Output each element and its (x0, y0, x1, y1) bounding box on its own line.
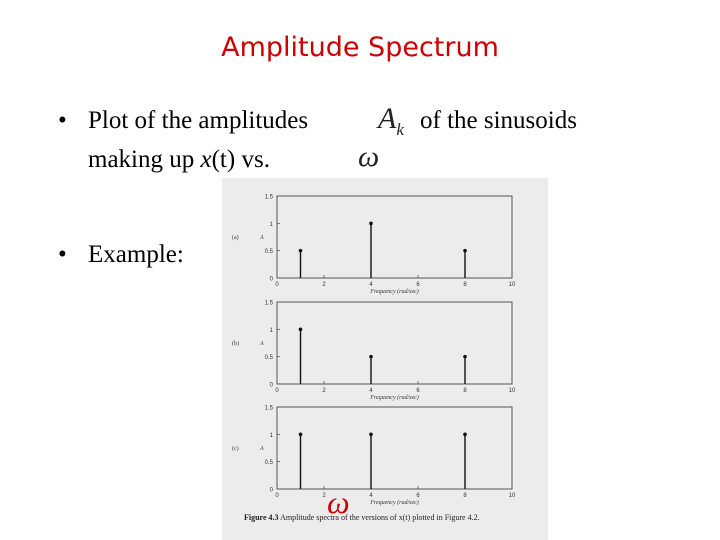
caption-label: Figure 4.3 (244, 513, 279, 522)
x-tick-label: 0 (275, 388, 279, 394)
bullet-text-line1-end (420, 104, 577, 138)
y-tick-label: 0 (269, 276, 273, 283)
y-tick-label: 0 (269, 382, 273, 389)
y-tick-label: 1 (269, 221, 273, 228)
y-tick-label: 1 (269, 327, 273, 334)
panel-label: (a) (232, 235, 239, 241)
plot-frame (277, 302, 512, 384)
y-tick-label: 1 (269, 432, 273, 439)
omega-axis-annotation: ω (327, 484, 350, 520)
y-tick-label: 1.5 (264, 300, 273, 307)
x-tick-label: 10 (508, 493, 516, 499)
x-tick-label: 10 (508, 282, 516, 288)
spectrum-figure-image (222, 178, 548, 540)
math-k-subscript: k (396, 120, 404, 139)
vs-text: vs. (241, 146, 270, 173)
spectrum-point (463, 433, 467, 437)
plot-frame (277, 407, 512, 489)
spectrum-point (369, 355, 373, 359)
bullet-dot: • (58, 241, 67, 268)
x-tick-label: 8 (463, 282, 467, 288)
x-tick-label: 4 (369, 388, 373, 394)
caption-text: Amplitude spectra of the versions of x(t) plotted in Figure 4.2. (280, 513, 480, 522)
x-tick-label: 2 (322, 493, 326, 499)
spectrum-point (463, 249, 467, 253)
y-tick-label: 0.5 (264, 355, 273, 362)
bullet-text-line1: Plot of the amplitudes (88, 107, 309, 134)
y-axis-label: A (260, 446, 264, 452)
x-tick-label: 4 (369, 282, 373, 288)
y-tick-label: 0.5 (264, 249, 273, 256)
spectrum-plots (222, 178, 548, 540)
x-axis-label: Frequency (rad/sec) (370, 289, 419, 295)
x-variable: x (200, 146, 212, 173)
spectrum-point (299, 328, 303, 332)
math-amplitude-ak (378, 102, 404, 140)
x-tick-label: 0 (275, 493, 279, 499)
x-tick-label: 8 (463, 388, 467, 394)
x-tick-label: 6 (416, 493, 420, 499)
slide-title: Amplitude Spectrum (221, 32, 499, 63)
t-arg: (t) (211, 146, 236, 173)
spectrum-point (369, 433, 373, 437)
spectrum-point (463, 355, 467, 359)
y-tick-label: 0.5 (264, 460, 273, 467)
y-axis-label: A (260, 235, 264, 241)
x-tick-label: 4 (369, 493, 373, 499)
spectrum-point (299, 249, 303, 253)
x-tick-label: 2 (322, 388, 326, 394)
x-tick-label: 2 (322, 282, 326, 288)
x-axis-label: Frequency (rad/sec) (370, 500, 419, 506)
math-A-symbol: A (378, 102, 397, 135)
y-tick-label: 1.5 (264, 405, 273, 412)
x-tick-label: 10 (508, 388, 516, 394)
y-tick-label: 1.5 (264, 194, 273, 201)
x-tick-label: 6 (416, 388, 420, 394)
plot-frame (277, 196, 512, 278)
y-axis-label: A (260, 341, 264, 347)
panel-label: (c) (232, 446, 239, 452)
x-tick-label: 6 (416, 282, 420, 288)
x-tick-label: 8 (463, 493, 467, 499)
panel-label: (b) (232, 341, 239, 347)
x-tick-label: 0 (275, 282, 279, 288)
example-text: Example: (88, 241, 184, 268)
y-tick-label: 0 (269, 487, 273, 494)
bullet-text-line2 (88, 143, 270, 177)
bullet-dot: • (58, 107, 67, 134)
bullet-example (58, 238, 184, 272)
spectrum-point (369, 222, 373, 226)
figure-caption (244, 513, 480, 522)
spectrum-point (299, 433, 303, 437)
x-axis-label: Frequency (rad/sec) (370, 395, 419, 401)
math-omega: ω (358, 140, 380, 173)
bullet-amplitudes (58, 104, 308, 138)
bullet-text-line1-post: of the sinusoids (420, 107, 577, 134)
making-up-text: making up (88, 146, 195, 173)
